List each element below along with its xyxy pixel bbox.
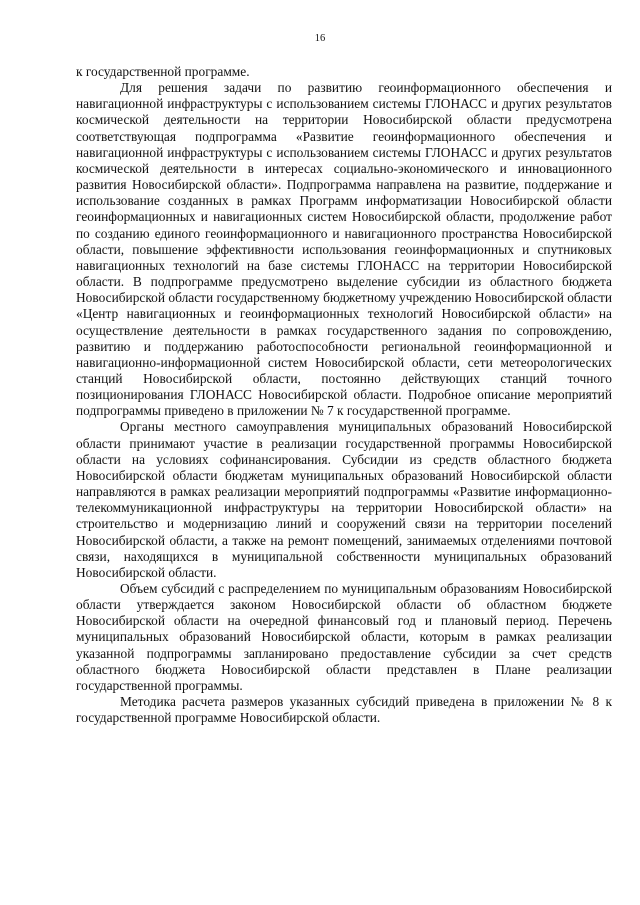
paragraph-glonass-subprogram: Для решения задачи по развитию геоинформационного обеспечения и навигационной инфраструктуры с использованием системы ГЛОНАСС и других результатов космической деятельности на территории Новосибирской области предусмотрена соответствующая подпрограмма «Развитие геоинформационного обеспечения и навигационной инфраструктуры с использованием системы ГЛОНАСС и других результатов космической деятельности в интересах социально-экономического и инновационного развития Новосибирской области». Подпрограмма направлена на развитие, поддержание и использование созданных в рамках Программ информатизации Новосибирской области геоинформационных и навигационных систем Новосибирской области, продолжение работ по созданию единого геоинформационного и навигационного пространства Новосибирской области, повышение эффективности использования геоинформационных и спутниковых навигационных технологий на базе системы ГЛОНАСС на территории Новосибирской области. В подпрограмме предусмотрено выделение субсидии из областного бюджета Новосибирской области государственному бюджетному учреждению Новосибирской области «Центр навигационных и геоинформационных технологий Новосибирской области» на осуществление деятельности в рамках государственного задания по сопровождению, развитию и поддержанию работоспособности региональной геоинформационной и навигационно-информационной систем Новосибирской области, сети метеорологических станций Новосибирской области, постоянно действующих станций точного позиционирования ГЛОНАСС Новосибирской области. Подробное описание мероприятий подпрограммы приведено в приложении № 7 к государственной программе.: [76, 80, 612, 419]
document-body: [76, 64, 612, 726]
paragraph-calculation-method: Методика расчета размеров указанных субсидий приведена в приложении № 8 к государственной программе Новосибирской области.: [76, 694, 612, 726]
paragraph-continuation: к государственной программе.: [76, 64, 250, 79]
page-number: 16: [314, 33, 326, 44]
paragraph-subsidy-volume: Объем субсидий с распределением по муниципальным образованиям Новосибирской области утверждается законом Новосибирской области об областном бюджете Новосибирской области на очередной финансовый год и плановый период. Перечень муниципальных образований Новосибирской области, которым в рамках реализации указанной подпрограммы запланировано предоставление субсидии за счет средств областного бюджета Новосибирской области представлен в Плане реализации государственной программы.: [76, 581, 612, 693]
paragraph-local-governments: Органы местного самоуправления муниципальных образований Новосибирской области принимают участие в реализации государственной программы Новосибирской области на условиях софинансирования. Субсидии из средств областного бюджета Новосибирской области бюджетам муниципальных образований Новосибирской области направляются в рамках реализации мероприятий подпрограммы «Развитие информационно-телекоммуникационной инфраструктуры на территории Новосибирской области» на строительство и модернизацию линий и сооружений связи на территории поселений Новосибирской области, а также на ремонт помещений, занимаемых отделениями почтовой связи, находящихся в муниципальной собственности муниципальных образований Новосибирской области.: [76, 419, 612, 580]
